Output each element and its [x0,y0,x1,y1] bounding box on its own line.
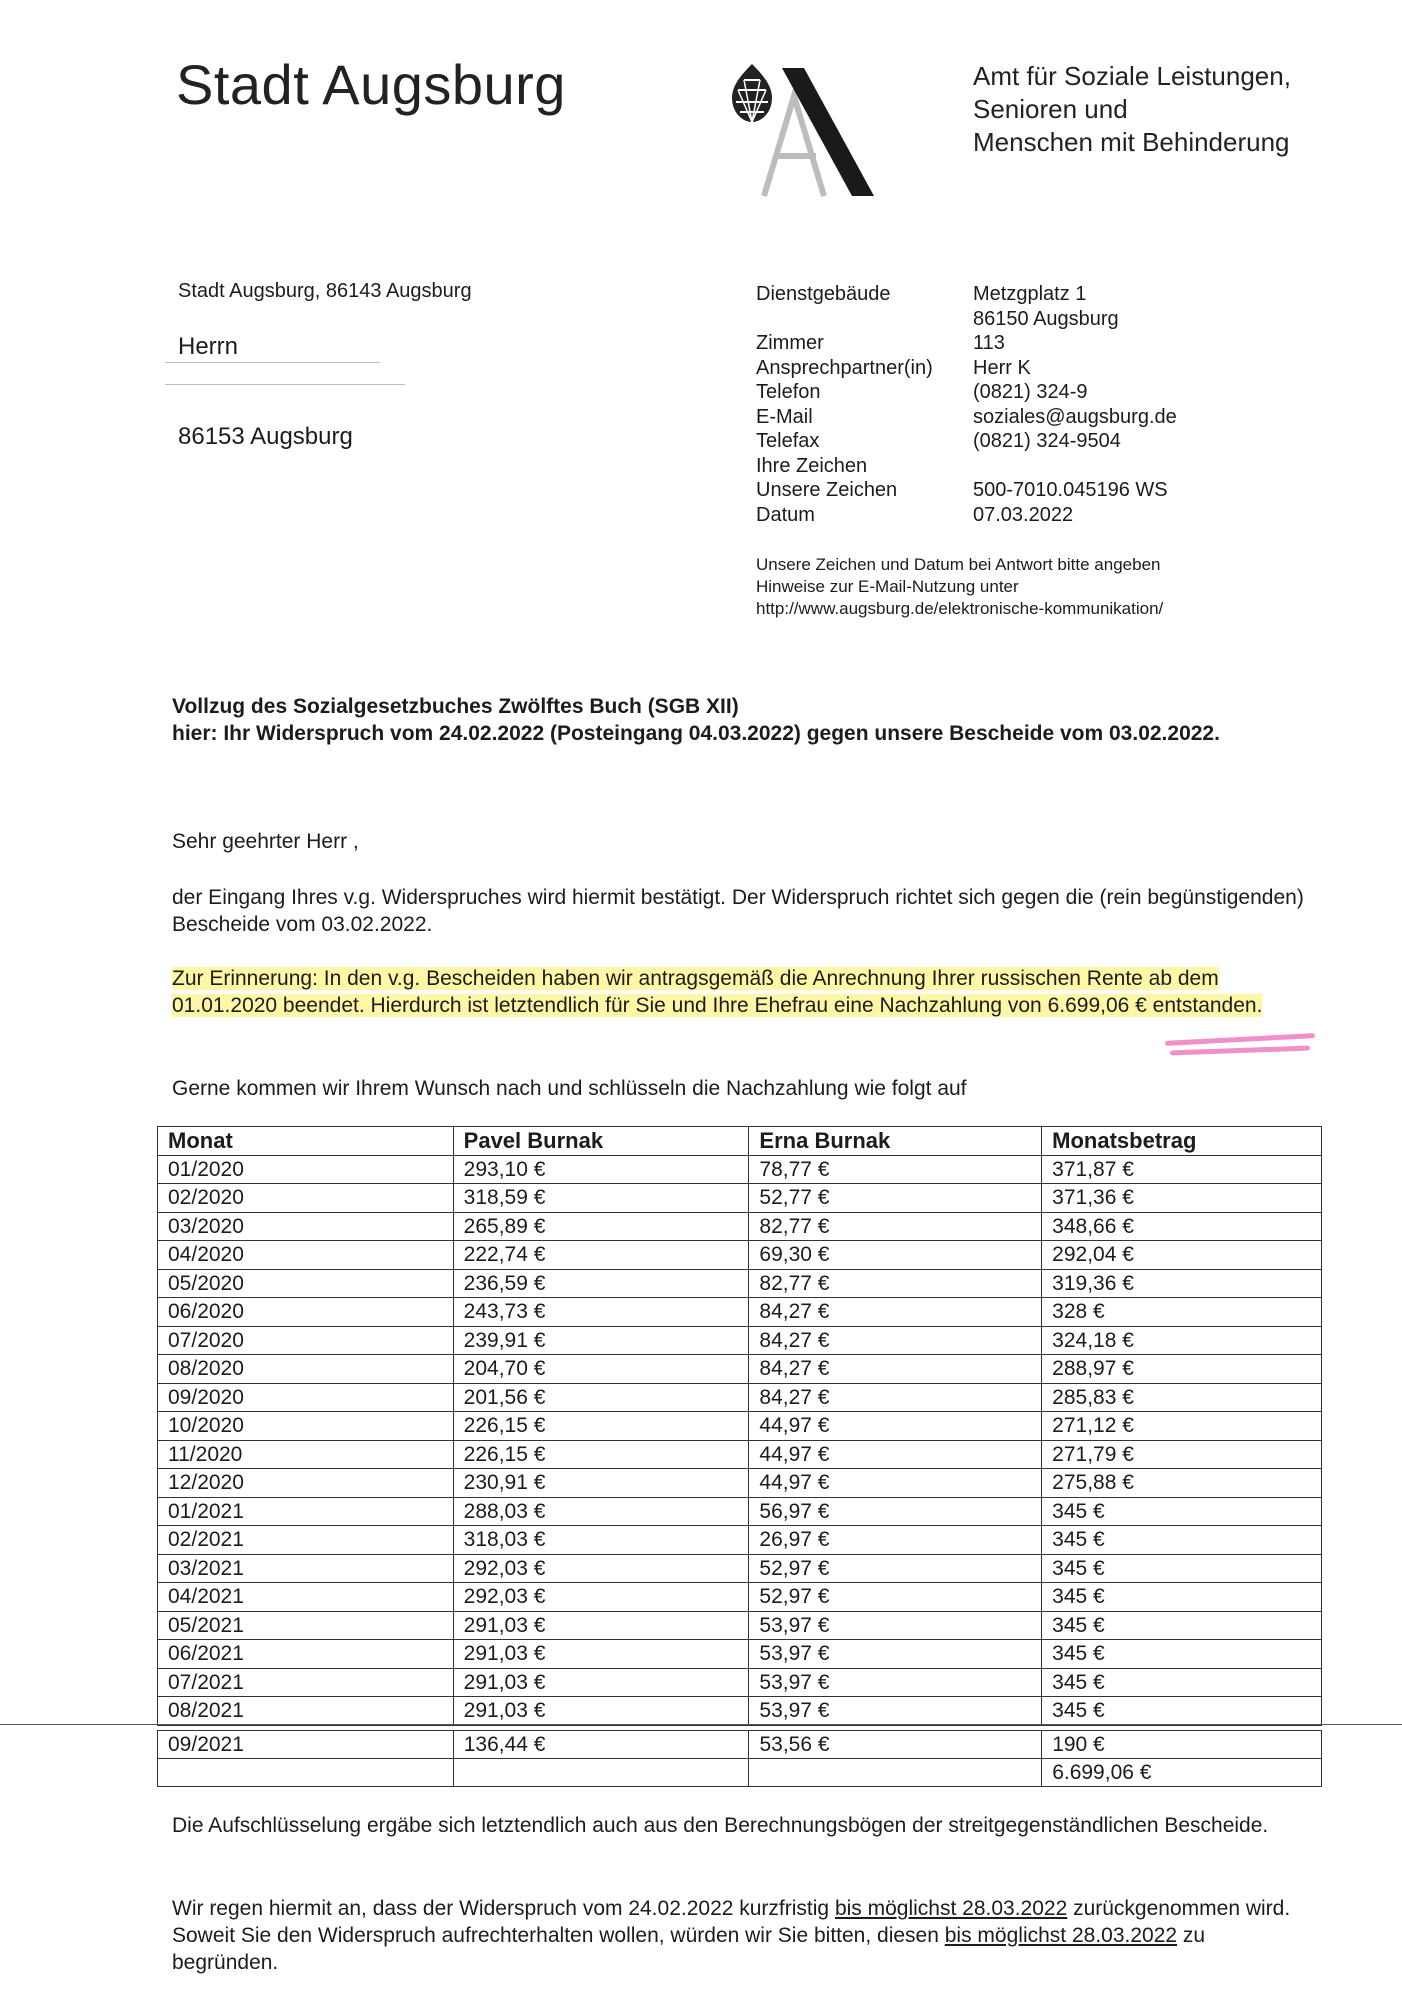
info-label: Telefon [756,381,821,403]
text-segment: zurückgenommen wird. Soweit Sie den Widerspruch aufrechterhalten wollen, würden wir Sie bitten, diesen [172,1897,1291,1947]
table-row [158,1469,1322,1498]
table-cell: 319,36 € [1042,1269,1322,1298]
sender-address: Stadt Augsburg, 86143 Augsburg [178,280,472,302]
table-cell [749,1759,1042,1787]
reply-note-line: Unsere Zeichen und Datum bei Antwort bitte angeben [756,555,1161,574]
table-cell: 01/2020 [158,1155,454,1184]
reply-note [756,554,1163,620]
table-cell: 26,97 € [749,1526,1042,1555]
table-row [158,1583,1322,1612]
city-title: Stadt Augsburg [176,53,566,116]
table-header-row [158,1127,1322,1156]
table-cell: 345 € [1042,1554,1322,1583]
table-cell: 136,44 € [453,1731,749,1759]
subject [172,693,1282,747]
redacted-line [165,362,380,363]
table-row [158,1497,1322,1526]
table-cell: 318,03 € [453,1526,749,1555]
table-cell: 291,03 € [453,1640,749,1669]
table-cell: 265,89 € [453,1212,749,1241]
table-cell: 345 € [1042,1697,1322,1726]
table-cell: 78,77 € [749,1155,1042,1184]
table-cell: 201,56 € [453,1383,749,1412]
pine-cone-icon [732,64,772,122]
table-cell: 09/2020 [158,1383,454,1412]
table-cell: 03/2021 [158,1554,454,1583]
table-cell: 345 € [1042,1668,1322,1697]
table-cell: 345 € [1042,1640,1322,1669]
recipient-salutation: Herrn [178,333,239,360]
info-value [973,454,1177,479]
table-cell: 345 € [1042,1526,1322,1555]
table-cell: 52,97 € [749,1583,1042,1612]
column-header: Erna Burnak [749,1127,1042,1156]
table-cell: 328 € [1042,1298,1322,1327]
table-cell: 53,56 € [749,1731,1042,1759]
table-cell: 204,70 € [453,1355,749,1384]
reply-note-link[interactable]: http://www.augsburg.de/elektronische-kommunikation/ [756,599,1164,618]
info-label [756,307,933,332]
table-cell: 53,97 € [749,1611,1042,1640]
table-cell: 293,10 € [453,1155,749,1184]
table-cell: 371,87 € [1042,1155,1322,1184]
table-cell: 56,97 € [749,1497,1042,1526]
info-label: E-Mail [756,405,813,428]
table-cell: 52,97 € [749,1554,1042,1583]
table-cell: 09/2021 [158,1731,454,1759]
deadline-underlined: bis möglichst 28.03.2022 [834,1897,1068,1920]
table-cell: 243,73 € [453,1298,749,1327]
table-cell: 02/2021 [158,1526,454,1555]
table-cell: 07/2021 [158,1668,454,1697]
paragraph-request [172,1895,1312,1976]
subject-line: hier: Ihr Widerspruch vom 24.02.2022 (Posteingang 04.03.2022) gegen unsere Bescheide vom 03.02.2022. [172,722,1220,745]
column-header: Pavel Burnak [453,1127,749,1156]
table-cell: 05/2021 [158,1611,454,1640]
info-values [973,282,1177,527]
email-link[interactable]: soziales@augsburg.de [973,405,1177,428]
table-cell: 291,03 € [453,1611,749,1640]
info-value: Herr K [973,356,1031,379]
redacted-line [165,384,405,385]
table-cell: 10/2020 [158,1412,454,1441]
table-cell: 239,91 € [453,1326,749,1355]
table-cell: 292,04 € [1042,1241,1322,1270]
column-header: Monat [158,1127,454,1156]
info-value: (0821) 324-9 [973,381,1088,403]
table-cell: 82,77 € [749,1269,1042,1298]
info-value: 113 [973,332,1005,354]
table-cell: 271,12 € [1042,1412,1322,1441]
table-cell: 08/2020 [158,1355,454,1384]
table-cell: 345 € [1042,1583,1322,1612]
table-cell: 44,97 € [749,1469,1042,1498]
table-cell: 230,91 € [453,1469,749,1498]
table-cell: 84,27 € [749,1383,1042,1412]
table-cell: 44,97 € [749,1412,1042,1441]
table-cell: 292,03 € [453,1554,749,1583]
table-cell: 318,59 € [453,1184,749,1213]
table-cell: 04/2020 [158,1241,454,1270]
highlighted-text: Zur Erinnerung: In den v.g. Bescheiden haben wir antragsgemäß die Anrechnung Ihrer russischen Rente ab dem 01.01.2020 beendet. Hierdurch ist letztendlich für Sie und Ihre Ehefrau eine Nachzahlung von 6.699,06 € entstanden. [172,967,1263,1017]
table-cell: 52,77 € [749,1184,1042,1213]
table-cell: 03/2020 [158,1212,454,1241]
table-cell: 226,15 € [453,1412,749,1441]
payment-table-continued [157,1730,1322,1787]
table-cell [158,1759,454,1787]
info-value: 86150 Augsburg [973,307,1119,330]
total-amount: 6.699,06 € [1042,1759,1322,1787]
table-cell: 08/2021 [158,1697,454,1726]
table-cell [453,1759,749,1787]
pink-highlight-mark [1165,1033,1315,1046]
info-label: Dienstgebäude [756,283,891,305]
info-value: (0821) 324-9504 [973,430,1121,452]
info-value: 07.03.2022 [973,503,1074,526]
table-row [158,1184,1322,1213]
table-cell: 69,30 € [749,1241,1042,1270]
text-segment: Wir regen hiermit an, dass der Widerspruch vom 24.02.2022 kurzfristig [172,1897,835,1920]
table-cell: 275,88 € [1042,1469,1322,1498]
info-label: Ihre Zeichen [756,454,868,477]
table-row [158,1554,1322,1583]
table-cell: 06/2020 [158,1298,454,1327]
table-row [158,1440,1322,1469]
table-cell: 271,79 € [1042,1440,1322,1469]
table-row [158,1212,1322,1241]
info-label: Datum [756,503,815,526]
table-cell: 84,27 € [749,1355,1042,1384]
city-logo [724,56,884,206]
table-cell: 53,97 € [749,1697,1042,1726]
column-header: Monatsbetrag [1042,1127,1322,1156]
table-cell: 226,15 € [453,1440,749,1469]
table-cell: 348,66 € [1042,1212,1322,1241]
office-line: Amt für Soziale Leistungen, [973,61,1291,91]
table-cell: 53,97 € [749,1640,1042,1669]
table-row [158,1326,1322,1355]
table-cell: 345 € [1042,1611,1322,1640]
table-cell: 371,36 € [1042,1184,1322,1213]
table-cell: 05/2020 [158,1269,454,1298]
info-label: Zimmer [756,332,824,354]
table-cell: 01/2021 [158,1497,454,1526]
recipient-city: 86153 Augsburg [178,423,353,450]
paragraph-confirmation: der Eingang Ihres v.g. Widerspruches wird hiermit bestätigt. Der Widerspruch richtet sich gegen die (rein begünstigenden) Bescheide vom 03.02.2022. [172,886,1304,936]
office-line: Senioren und [973,94,1128,124]
total-row [158,1759,1322,1787]
table-row [158,1155,1322,1184]
table-cell: 82,77 € [749,1212,1042,1241]
table-cell: 07/2020 [158,1326,454,1355]
table-cell: 11/2020 [158,1440,454,1469]
info-label: Telefax [756,430,820,452]
info-value: Metzgplatz 1 [973,283,1087,305]
pink-highlight-mark [1170,1046,1310,1056]
table-row [158,1611,1322,1640]
table-row [158,1640,1322,1669]
table-row [158,1383,1322,1412]
table-cell: 222,74 € [453,1241,749,1270]
table-cell: 291,03 € [453,1668,749,1697]
info-value: 500-7010.045196 WS [973,479,1168,501]
scan-edge-line [0,1724,1402,1725]
paragraph-breakdown: Die Aufschlüsselung ergäbe sich letztendlich auch aus den Berechnungsbögen der streitgegenständlichen Bescheide. [172,1814,1269,1837]
table-cell: 291,03 € [453,1697,749,1726]
paragraph-reminder [172,965,1312,1019]
office-name [973,60,1291,159]
info-labels [756,282,933,527]
info-label: Unsere Zeichen [756,479,898,501]
table-row [158,1412,1322,1441]
subject-line: Vollzug des Sozialgesetzbuches Zwölftes Buch (SGB XII) [172,695,739,718]
deadline-underlined: bis möglichst 28.03.2022 [944,1924,1178,1947]
paragraph-intro-table: Gerne kommen wir Ihrem Wunsch nach und schlüsseln die Nachzahlung wie folgt auf [172,1077,967,1100]
table-row [158,1731,1322,1759]
table-row [158,1355,1322,1384]
table-row [158,1241,1322,1270]
table-cell: 44,97 € [749,1440,1042,1469]
table-cell: 285,83 € [1042,1383,1322,1412]
table-cell: 06/2021 [158,1640,454,1669]
greeting: Sehr geehrter Herr , [172,830,359,853]
table-body [158,1155,1322,1725]
table-row [158,1668,1322,1697]
office-line: Menschen mit Behinderung [973,127,1290,157]
reply-note-line: Hinweise zur E-Mail-Nutzung unter [756,577,1019,596]
table-row [158,1269,1322,1298]
table-cell: 12/2020 [158,1469,454,1498]
table-cell: 53,97 € [749,1668,1042,1697]
table-cell: 345 € [1042,1497,1322,1526]
table-cell: 84,27 € [749,1326,1042,1355]
text-segment: zu begründen. [172,1924,1206,1974]
table-row [158,1526,1322,1555]
table-cell: 292,03 € [453,1583,749,1612]
table-cell: 04/2021 [158,1583,454,1612]
info-label: Ansprechpartner(in) [756,356,933,379]
table-cell: 84,27 € [749,1298,1042,1327]
table-cell: 288,03 € [453,1497,749,1526]
payment-table [157,1126,1322,1726]
table-cell: 190 € [1042,1731,1322,1759]
table-row [158,1298,1322,1327]
table-cell: 02/2020 [158,1184,454,1213]
table-cell: 236,59 € [453,1269,749,1298]
table-cell: 288,97 € [1042,1355,1322,1384]
table-row [158,1697,1322,1726]
table-cell: 324,18 € [1042,1326,1322,1355]
